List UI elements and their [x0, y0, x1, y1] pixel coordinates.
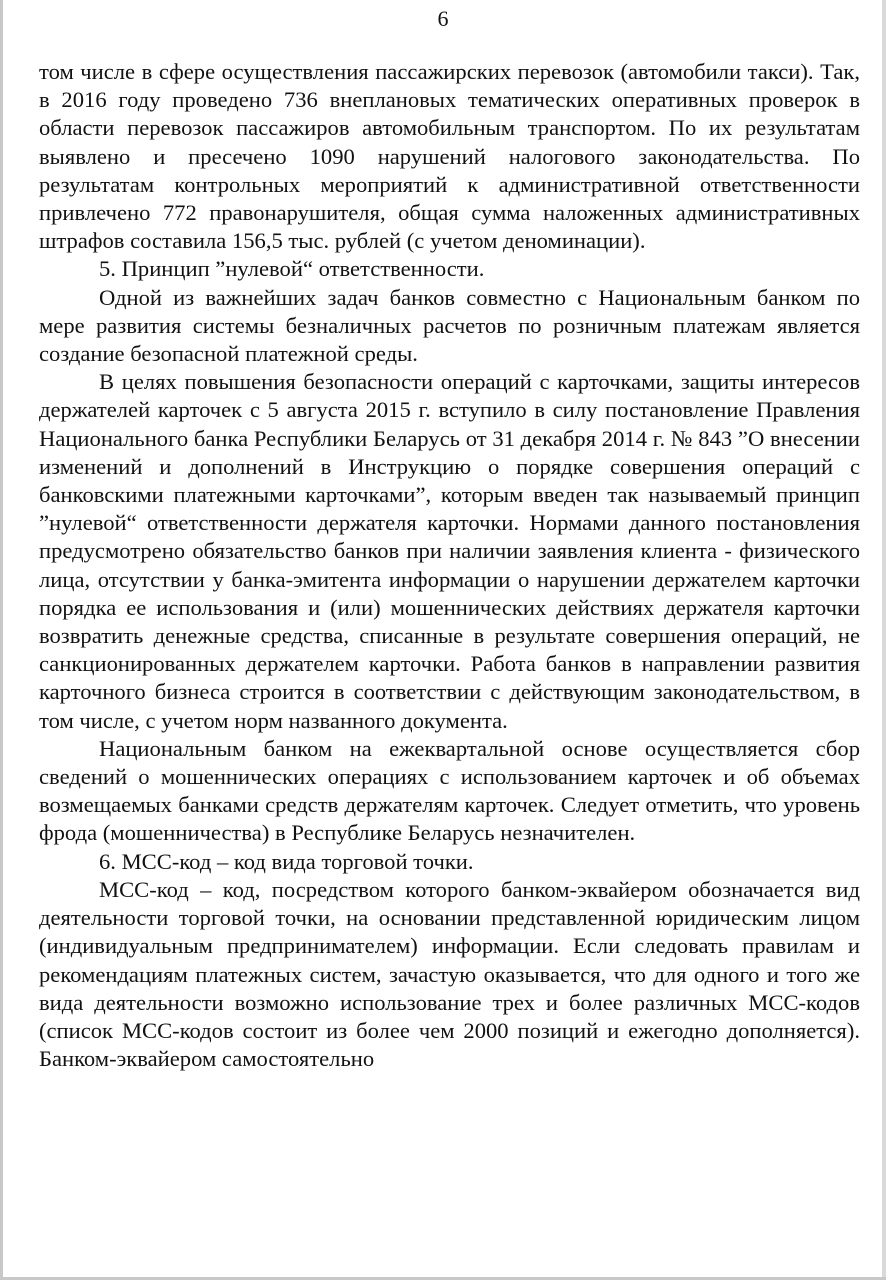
body-text: [39, 58, 860, 1073]
paragraph-card-operations-security: В целях повышения безопасности операций с карточками, защиты интересов держателей карточек с 5 августа 2015 г. вступило в силу постановление Правления Национального банка Республики Беларусь от 31 декабря 2014 г. № 843 ”О внесении изменений и дополнений в Инструкцию о порядке совершения операций с банковскими платежными карточками”, которым введен так называемый принцип ”нулевой“ ответственности держателя карточки. Нормами данного постановления предусмотрено обязательство банков при наличии заявления клиента - физического лица, отсутствии у банка-эмитента информации о нарушении держателем карточки порядка ее использования и (или) мошеннических действиях держателя карточки возвратить денежные средства, списанные в результате совершения операций, не санкционированных держателем карточки. Работа банков в направлении развития карточного бизнеса строится в соответствии с действующим законодательством, в том числе, с учетом норм названного документа.: [39, 369, 860, 733]
heading-zero-liability-principle: 5. Принцип ”нулевой“ ответственности.: [99, 256, 485, 282]
paragraph-passenger-transport-checks: том числе в сфере осуществления пассажирских перевозок (автомобили такси). Так, в 2016 году проведено 736 внеплановых тематических оперативных проверок в области перевозок пассажиров автомобильным транспортом. По их результатам выявлено и пресечено 1090 нарушений налогового законодательства. По результатам контрольных мероприятий к административной ответственности привлечено 772 правонарушителя, общая сумма наложенных административных штрафов составила 156,5 тыс. рублей (с учетом деноминации).: [39, 59, 860, 254]
page-number: 6: [437, 6, 449, 31]
page-left-edge: [0, 0, 3, 1280]
paragraph-mcc-definition: МСС-код – код, посредством которого банком-эквайером обозначается вид деятельности торговой точки, на основании представленной юридическим лицом (индивидуальным предпринимателем) информации. Если следовать правилам и рекомендациям платежных систем, зачастую оказывается, что для одного и того же вида деятельности возможно использование трех и более различных МСС-кодов (список МСС-кодов состоит из более чем 2000 позиций и ежегодно дополняется). Банком-эквайером самостоятельно: [39, 876, 860, 1072]
page-right-edge: [882, 0, 886, 1280]
heading-mcc-code: 6. МСС-код – код вида торговой точки.: [99, 848, 474, 874]
paragraph-safe-payment-environment: Одной из важнейших задач банков совместно с Национальным банком по мере развития системы безналичных расчетов по розничным платежам является создание безопасной платежной среды.: [39, 284, 860, 367]
paragraph-fraud-statistics: Национальным банком на ежеквартальной основе осуществляется сбор сведений о мошеннических операциях с использованием карточек и об объемах возмещаемых банками средств держателям карточек. Следует отметить, что уровень фрода (мошенничества) в Республике Беларусь незначителен.: [39, 735, 860, 846]
